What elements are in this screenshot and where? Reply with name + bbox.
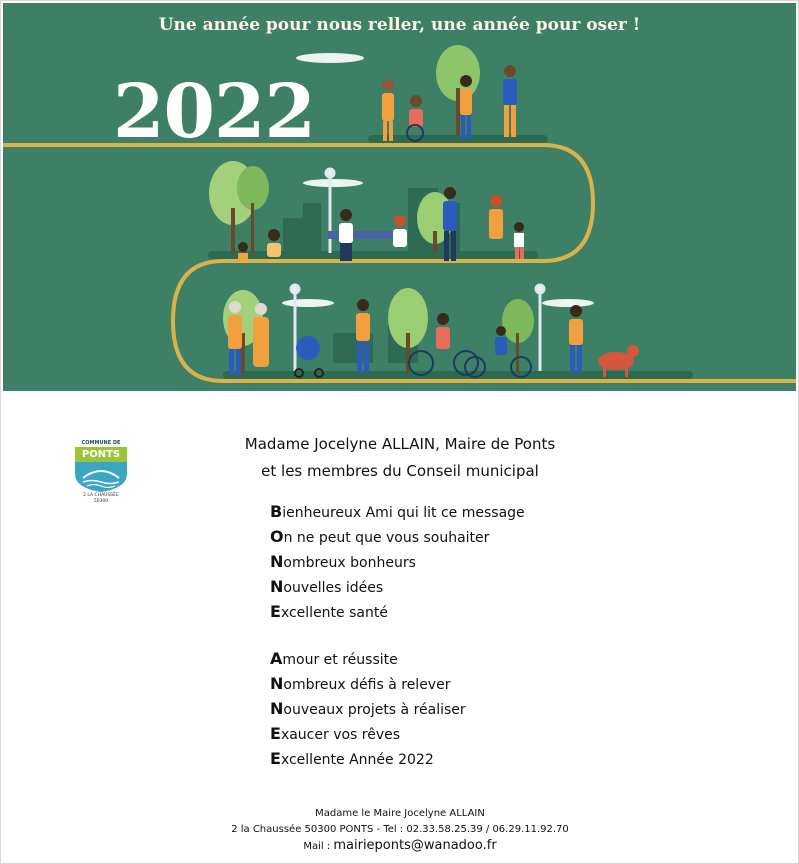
acrostic-text: xcellente Année 2022 — [280, 752, 434, 768]
acrostic-line — [270, 696, 525, 721]
acrostic-text: ombreux bonheurs — [283, 555, 416, 571]
logo-name: PONTS — [75, 447, 127, 462]
contact-footer — [150, 806, 650, 855]
acrostic-initial: B — [270, 502, 283, 521]
acrostic-line — [270, 746, 525, 771]
acrostic-spacer — [270, 624, 525, 646]
acrostic-initial: E — [270, 602, 281, 621]
acrostic-text: mour et réussite — [282, 652, 398, 668]
acrostic-text: xaucer vos rêves — [280, 727, 401, 743]
logo-address-line1: 2 LA CHAUSSÉE — [83, 493, 119, 498]
acrostic-text: xcellente santé — [280, 605, 388, 621]
grass — [208, 135, 693, 379]
mail-label: Mail : — [303, 841, 334, 852]
acrostic-line — [270, 574, 525, 599]
banner-illustration — [3, 3, 796, 391]
acrostic-initial: N — [270, 577, 284, 596]
footer-mail — [150, 838, 650, 855]
logo-address-line2: 50300 — [93, 499, 109, 504]
acrostic-line — [270, 524, 525, 549]
acrostic-line — [270, 646, 525, 671]
banner-tagline: Une année pour nous reller, une année pour oser ! — [158, 15, 641, 35]
commune-logo — [70, 440, 132, 505]
acrostic-line — [270, 499, 525, 524]
acrostic-line — [270, 671, 525, 696]
acrostic-text: ouveaux projets à réaliser — [283, 702, 466, 718]
heading-line1: Madame Jocelyne ALLAIN, Maire de Ponts — [244, 435, 556, 453]
acrostic-initial: N — [270, 552, 284, 571]
acrostic-initial: A — [270, 649, 283, 668]
acrostic-initial: N — [270, 699, 284, 718]
greeting-heading — [150, 431, 650, 485]
footer-signature: Madame le Maire Jocelyne ALLAIN — [315, 808, 485, 819]
acrostic-text: ouvelles idées — [283, 580, 384, 596]
acrostic-line — [270, 549, 525, 574]
banner-year: 2022 — [113, 69, 315, 155]
acrostic-message — [270, 499, 525, 771]
footer-address: 2 la Chaussée 50300 PONTS - Tel : 02.33.58.25.39 / 06.29.11.92.70 — [231, 824, 569, 835]
acrostic-initial: O — [270, 527, 284, 546]
acrostic-line — [270, 721, 525, 746]
park-bench — [328, 231, 398, 239]
acrostic-text: ienheureux Ami qui lit ce message — [282, 505, 525, 521]
acrostic-line — [270, 599, 525, 624]
greeting-banner — [3, 3, 796, 391]
acrostic-text: n ne peut que vous souhaiter — [283, 530, 490, 546]
bridge-shield-icon — [75, 462, 127, 492]
mail-address-link[interactable]: mairieponts@wanadoo.fr — [333, 838, 497, 853]
heading-line2: et les membres du Conseil municipal — [261, 462, 539, 480]
acrostic-text: ombreux défis à relever — [283, 677, 451, 693]
acrostic-initial: E — [270, 724, 281, 743]
acrostic-initial: E — [270, 749, 281, 768]
acrostic-initial: N — [270, 674, 284, 693]
logo-brand: COMMUNE DE — [81, 440, 121, 446]
